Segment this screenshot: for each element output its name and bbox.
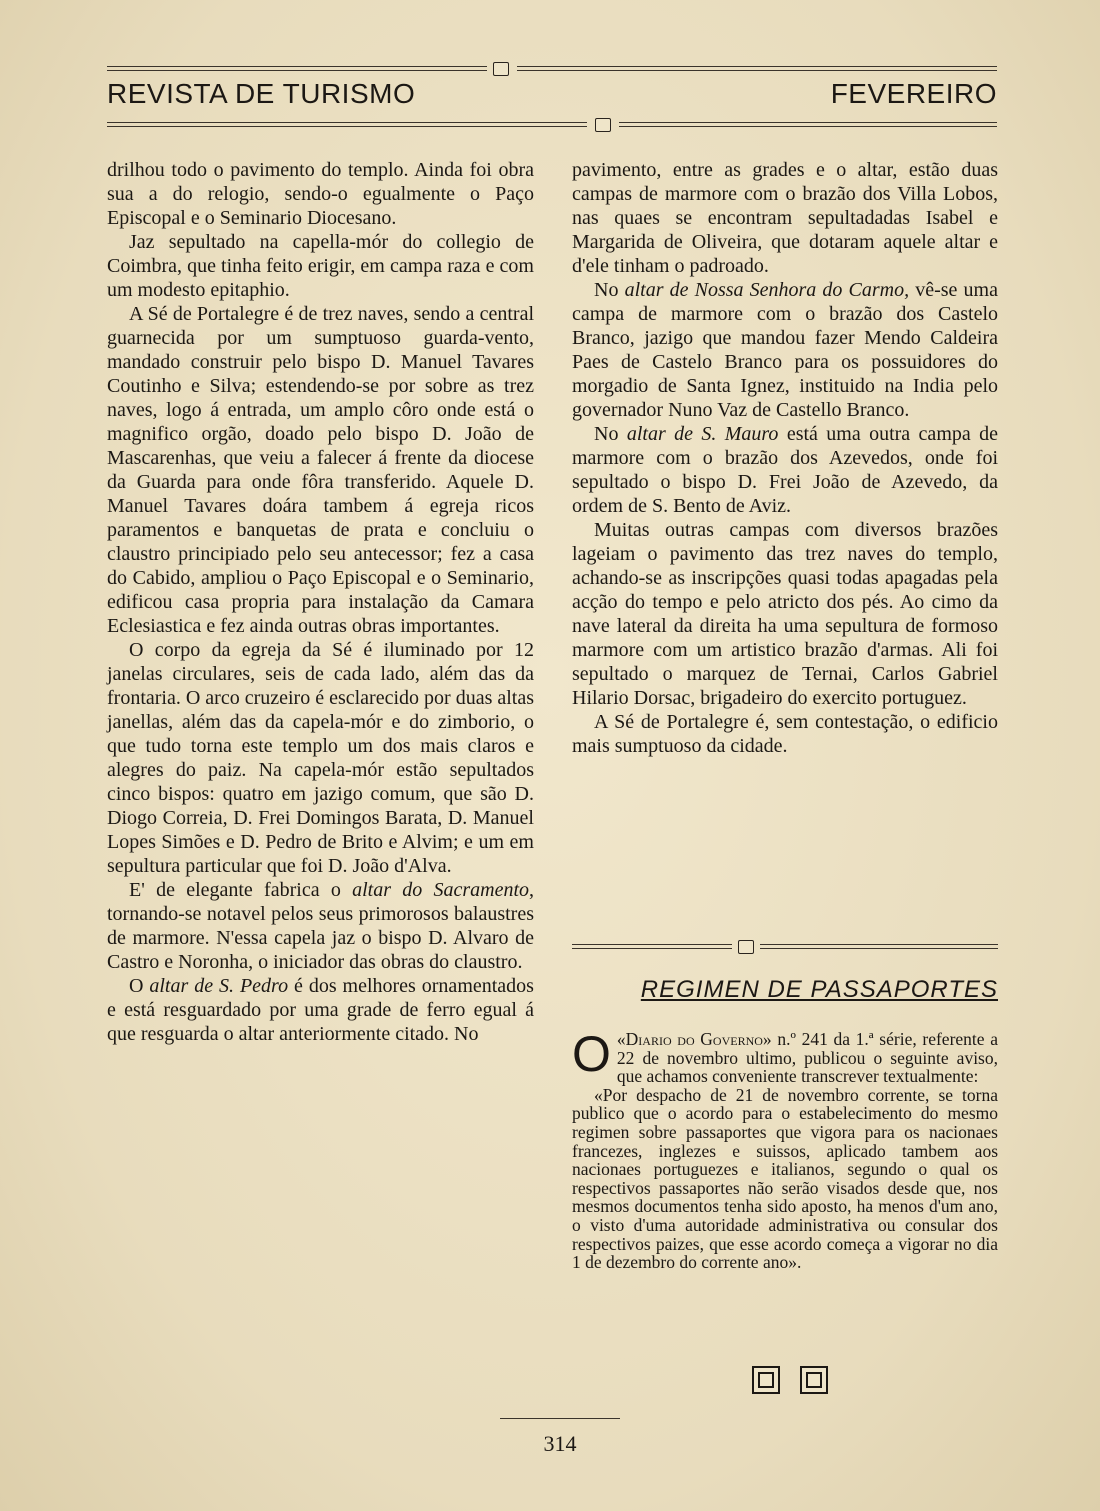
left-paragraph-2: Jaz sepultado na capella-mór do collegio de Coimbra, que tinha feito erigir, em campa raza e com um modesto epitaphio.: [107, 231, 534, 301]
section-ornament: [738, 940, 754, 954]
gazette-name: «Diario do Governo»: [616, 1029, 772, 1049]
right-paragraph-4: Muitas outras campas com diversos brazões lageiam o pavimento das trez naves do templo, achando-se as inscripções quasi todas apagadas pela acção do tempo e pelo atricto dos pés. Ao cimo da nave lateral da direita ha uma sepultura de formoso marmore com um artistico brazão d'armas. Ali foi sepultado o marquez de Ternai, Carlos Gabriel Hilario Dorsac, brigadeiro do exercito portuguez.: [572, 519, 998, 709]
notice-intro: n.º 241 da 1.ª série, referente a 22 de novembro ultimo, publicou o seguinte aviso, que achamos conveniente transcrever textualmente:: [616, 1029, 998, 1087]
altar-sacramento-italic: altar do Sacramento: [352, 879, 530, 901]
page-number: 314: [543, 1431, 577, 1456]
section-rule-left: [572, 944, 732, 949]
left-paragraph-4: O corpo da egreja da Sé é iluminado por 12 janelas circulares, seis de cada lado, além das da frontaria. O arco cruzeiro é esclarecido por duas altas janellas, além das da capela-mór e do zimborio, o que tudo torna este templo um dos mais claros e alegres do paiz. Na capela-mór estão sepultados cinco bispos: quatro em jazigo comum, que são D. Diogo Correia, D. Frei Domingos Barata, D. Manuel Lopes Simões e D. Pedro de Brito e Alvim; e um em sepultura particular que foi D. João d'Alva.: [107, 639, 535, 877]
altar-mauro-italic: altar de S. Mauro: [626, 423, 779, 445]
passport-notice: [572, 1026, 998, 1273]
header-rule-bottom-right: [619, 122, 997, 127]
left-paragraph-3: A Sé de Portalegre é de trez naves, sendo a central guarnecida por um sumptuoso guarda-vento, mandado construir pelo bispo D. Manuel Tavares Coutinho e Silva; estendendo-se por sobre as trez naves, logo á entrada, um amplo côro onde está o magnifico orgão, doado pelo bispo D. João de Mascarenhas, que veiu a falecer á frente da diocese da Guarda para onde fôra transferido. Aquele D. Manuel Tavares doára tambem á egreja ricos paramentos e banquetas de prata e concluiu o claustro principiado pelo seu antecessor; fez a casa do Cabido, ampliou o Paço Episcopal e o Seminario, edificou casa propria para instalação da Camara Eclesiastica e fez ainda outras obras importantes.: [107, 303, 534, 637]
left-paragraph-5: E' de elegante fabrica o altar do Sacramento, tornando-se notavel pelos seus primorosos balaustres de marmore. N'essa capela jaz o bispo D. Alvaro de Castro e Noronha, o iniciador das obras do claustro.: [107, 879, 535, 973]
end-ornaments: [752, 1366, 828, 1394]
right-paragraph-1: pavimento, entre as grades e o altar, estão duas campas de marmore com o brazão dos Villa Lobos, nas quaes se encontram sepultadadas Isabel e Margarida de Oliveira, que dotaram aquele altar e d'ele tinham o padroado.: [572, 159, 998, 277]
square-ornament-icon: [800, 1366, 828, 1394]
header-rule-top-right: [517, 66, 997, 71]
section-rule-right: [760, 944, 998, 949]
footer-rule: [500, 1418, 620, 1419]
header-rule-top-left: [107, 66, 487, 71]
right-column: [572, 158, 998, 758]
header-month: FEVEREIRO: [830, 78, 997, 109]
header-title: REVISTA DE TURISMO: [107, 78, 416, 109]
altar-carmo-italic: altar de Nossa Senhora do Carmo,: [624, 279, 910, 301]
left-paragraph-6: O altar de S. Pedro é dos melhores ornamentados e está resguardado por uma grade de ferro egual á que resguarda o altar anteriormente citado. No: [107, 975, 534, 1045]
header-ornament-bottom: [595, 118, 611, 132]
notice-quote: «Por despacho de 21 de novembro corrente, se torna publico que o acordo para o estabelecimento do mesmo regimen sobre passaportes que vigora para os nacionaes francezes, inglezes e suissos, aplicado tambem aos nacionaes portuguezes e italianos, segundo o qual os respectivos passaportes não serão visados desde que, nos mesmos documentos tenha sido aposto, ha menos d'um ano, o visto d'uma autoridade administrativa ou consular dos respectivos paizes, que esse acordo começa a vigorar no dia 1 de dezembro do corrente ano».: [572, 1084, 998, 1273]
right-paragraph-3: No altar de S. Mauro está uma outra campa de marmore com o brazão dos Azevedos, onde foi sepultado o bispo D. Frei João de Azevedo, da ordem de S. Bento de Aviz.: [572, 423, 998, 517]
right-paragraph-5: A Sé de Portalegre é, sem contestação, o edificio mais sumptuoso da cidade.: [572, 711, 998, 757]
left-paragraph-1: drilhou todo o pavimento do templo. Ainda foi obra sua a do relogio, sendo-o egualmente o Paço Episcopal e o Seminario Diocesano.: [107, 159, 534, 229]
section-title: REGIMEN DE PASSAPORTES: [640, 976, 998, 1003]
drop-cap: O: [572, 1026, 611, 1082]
header-rule-bottom-left: [107, 122, 587, 127]
right-paragraph-2: No altar de Nossa Senhora do Carmo, vê-se uma campa de marmore com o brazão dos Castelo Branco, jazigo que mandou fazer Mendo Caldeira Paes de Castelo Branco para os possuidores do morgadio de Santa Ignez, instituido na India pelo governador Nuno Vaz de Castello Branco.: [572, 279, 998, 421]
square-ornament-icon: [752, 1366, 780, 1394]
left-column: [107, 158, 534, 1046]
altar-pedro-italic: altar de S. Pedro: [149, 975, 289, 997]
header-ornament-top: [493, 62, 509, 76]
